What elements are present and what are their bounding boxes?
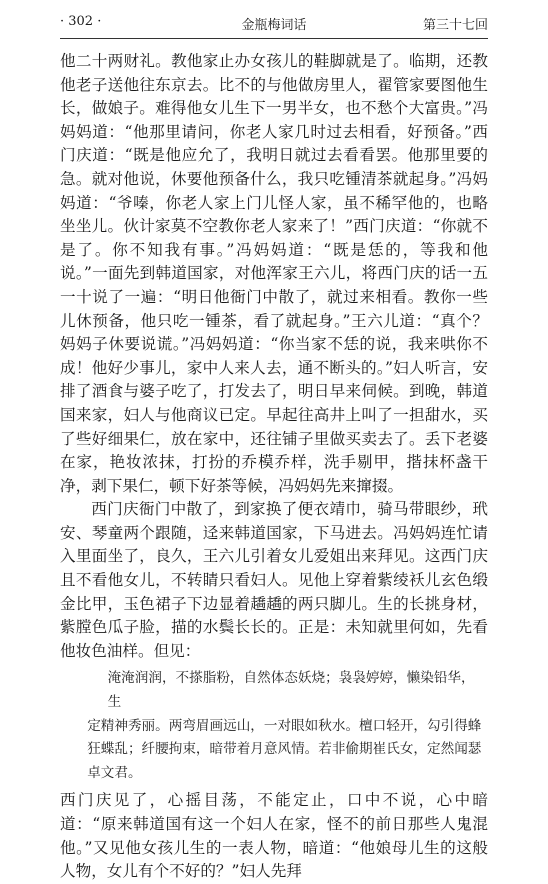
page-body xyxy=(60,50,488,881)
paragraph: 西门庆见了，心摇目荡，不能定止，口中不说，心中暗道：“原来韩道国有这一个妇人在家，怪不的前日那些人鬼混他。”又见他女孩儿生的一表人物，暗道：“他娘母儿生的这般人物，女儿有个不好的？”妇人先拜 xyxy=(60,791,488,881)
chapter-title: 第三十七回 xyxy=(422,18,488,33)
book-title: 金瓶梅词话 xyxy=(241,18,307,33)
verse-line: 淹淹润润，不搽脂粉，自然体态妖烧；袅袅婷婷，懒染铅华，生 xyxy=(107,670,475,711)
paragraph: 西门庆衙门中散了，到家换了便衣靖巾，骑马带眼纱，玳安、琴童两个跟随，迳来韩道国家，下马进去。冯妈妈连忙请入里面坐了，良久，王六儿引着女儿爱姐出来拜见。这西门庆且不看他女儿，不转睛只看妇人。见他上穿着紫绫袄儿玄色缎金比甲，玉色裙子下边显着趫趫的两只脚儿。生的长挑身材，紫膛色瓜子脸，描的水鬓长长的。正是：未知就里何如，先看他妆色油样。但见： xyxy=(60,500,488,660)
page-header xyxy=(60,14,488,34)
verse-line: 狂蝶乱；纤腰拘束，暗带着月意风情。若非偷期崔氏女，定然闻瑟 xyxy=(87,741,482,758)
verse-line: 卓文君。 xyxy=(87,764,142,781)
page-number: · 302 · xyxy=(60,14,102,29)
header-rule xyxy=(60,38,488,39)
verse-block xyxy=(87,667,488,785)
verse-line: 定精神秀丽。两弯眉画远山，一对眼如秋水。檀口轻开，勾引得蜂 xyxy=(87,717,482,734)
paragraph-continued: 他二十两财礼。教他家止办女孩儿的鞋脚就是了。临期，还教他老子送他往东京去。比不的与他做房里人，翟管家要图他生长，做娘子。难得他女儿生下一男半女，也不愁个大富贵。”冯妈妈道：“他那里请问，你老人家几时过去相看，好预备。”西门庆道：“既是他应允了，我明日就过去看看罢。他那里要的急。就对他说，休要他预备什么，我只吃锺清茶就起身。”冯妈妈道：“爷嗪，你老人家上门儿怪人家，虽不稀罕他的，也略坐坐儿。伙计家莫不空教你老人家来了！”西门庆道：“你就不是了。你不知我有事。”冯妈妈道：“既是恁的，等我和他说。”一面先到韩道国家，对他浑家王六儿，将西门庆的话一五一十说了一遍：“明日他衙门中散了，就过来相看。教你一些儿休预备，他只吃一锺茶，看了就起身。”王六儿道：“真个？妈妈子休要说谎。”冯妈妈道：“你当家不恁的说，我来哄你不成！他好少事儿，家中人来人去，通不断头的。”妇人听言，安排了酒食与婆子吃了，打发去了，明日早来伺候。到晚，韩道国来家，妇人与他商议已定。早起往高井上叫了一担甜水，买了些好细果仁，放在家中，还往铺子里做买卖去了。丢下老婆在家，艳妆浓抹，打扮的乔模乔样，洗手剔甲，揩抹杯盏干净，剥下果仁，顿下好茶等候，冯妈妈先来撺掇。 xyxy=(60,52,488,495)
